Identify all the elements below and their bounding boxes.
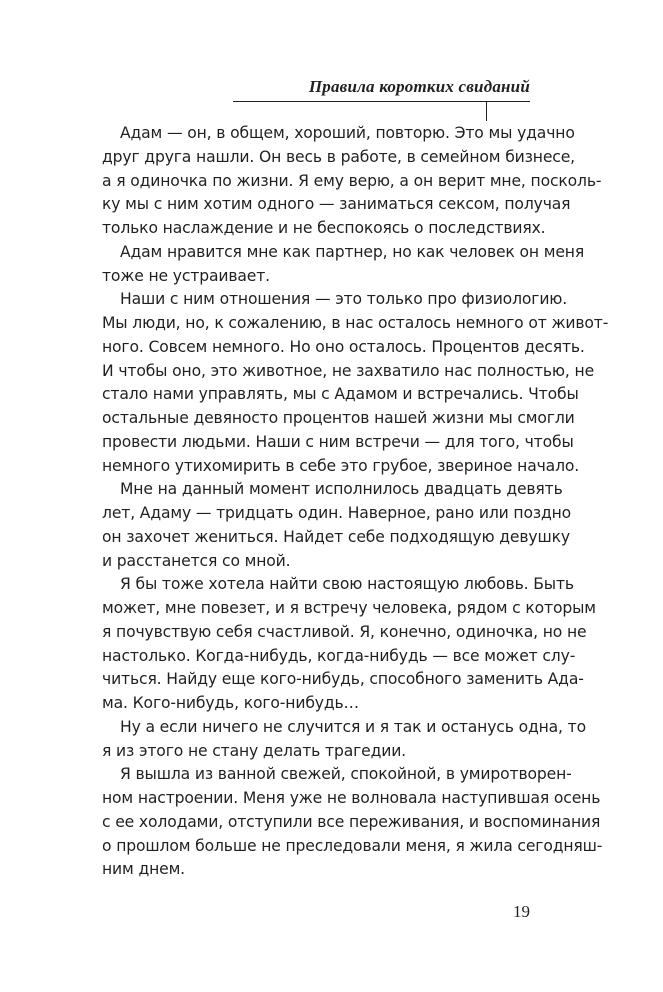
text-line: я из этого не стану делать трагедии. [102,741,406,760]
text-line: я почувствую себя счастливой. Я, конечно, одиночка, но не [102,622,587,641]
text-line: может, мне повезет, и я встречу человека, рядом с которым [102,599,596,617]
paragraph-5 [102,573,596,716]
text-line: Наши с ним отношения — это только про физиологию. [120,290,568,309]
running-head-title: Правила коротких свиданий [308,77,530,96]
text-line: читься. Найду еще кого-нибудь, способного заменить Ада- [102,670,584,689]
text-line: стало нами управлять, мы с Адамом и встречались. Чтобы [102,385,579,404]
text-line: Ну а если ничего не случится и я так и останусь одна, то [120,717,586,736]
text-line: ним днем. [102,860,185,879]
text-line: он захочет жениться. Найдет себе подходящую девушку [102,527,570,546]
text-line: Адам нравится мне как партнер, но как человек он меня [120,242,585,261]
text-line: тоже не устраивает. [102,266,270,285]
text-line: Я бы тоже хотела найти свою настоящую любовь. Быть [120,575,574,594]
text-line: немного утихомирить в себе это грубое, звериное начало. [102,456,580,475]
paragraph-4 [102,478,572,573]
header-rule-tick [486,101,487,121]
text-line: друг друга нашли. Он весь в работе, в семейном бизнесе, [102,147,575,166]
text-line: ку мы с ним хотим одного — заниматься сексом, получая [102,195,571,214]
paragraph-7 [102,763,603,882]
page-number: 19 [513,902,530,921]
text-line: и расстанется со мной. [102,551,291,570]
text-line: только наслаждение и не беспокоясь о последствиях. [102,219,546,237]
text-line: ного. Совсем немного. Но оно осталось. Процентов десять. [102,337,585,356]
text-line: о прошлом больше не преследовали меня, я жила сегодняш- [102,836,603,855]
body-text [102,122,609,882]
paragraph-6 [102,716,586,764]
text-line: ном настроении. Меня уже не волновала наступившая осень [102,789,601,807]
text-line: Я вышла из ванной свежей, спокойной, в умиротворен- [120,765,572,784]
paragraph-1 [102,122,602,241]
text-line: Мы люди, но, к сожалению, в нас осталось немного от живот- [102,314,609,332]
text-line: с ее холодами, отступили все переживания, и воспоминания [102,812,601,831]
paragraph-2 [102,241,585,289]
text-line: Адам — он, в общем, хороший, повторю. Это мы удачно [120,124,575,142]
text-line: провести людьми. Наши с ним встречи — для того, чтобы [102,432,574,451]
text-line: настолько. Когда-нибудь, когда-нибудь — все может слу- [102,646,576,665]
text-line: остальные девяносто процентов нашей жизни мы смогли [102,409,575,427]
text-line: а я одиночка по жизни. Я ему верю, а он верит мне, посколь- [102,171,602,190]
paragraph-3 [102,288,609,478]
text-line: Мне на данный момент исполнилось двадцать девять [120,480,563,499]
text-line: ма. Кого-нибудь, кого-нибудь… [102,694,359,712]
text-line: лет, Адаму — тридцать один. Наверное, рано или поздно [102,504,572,522]
text-line: И чтобы оно, это животное, не захватило нас полностью, не [102,361,595,380]
